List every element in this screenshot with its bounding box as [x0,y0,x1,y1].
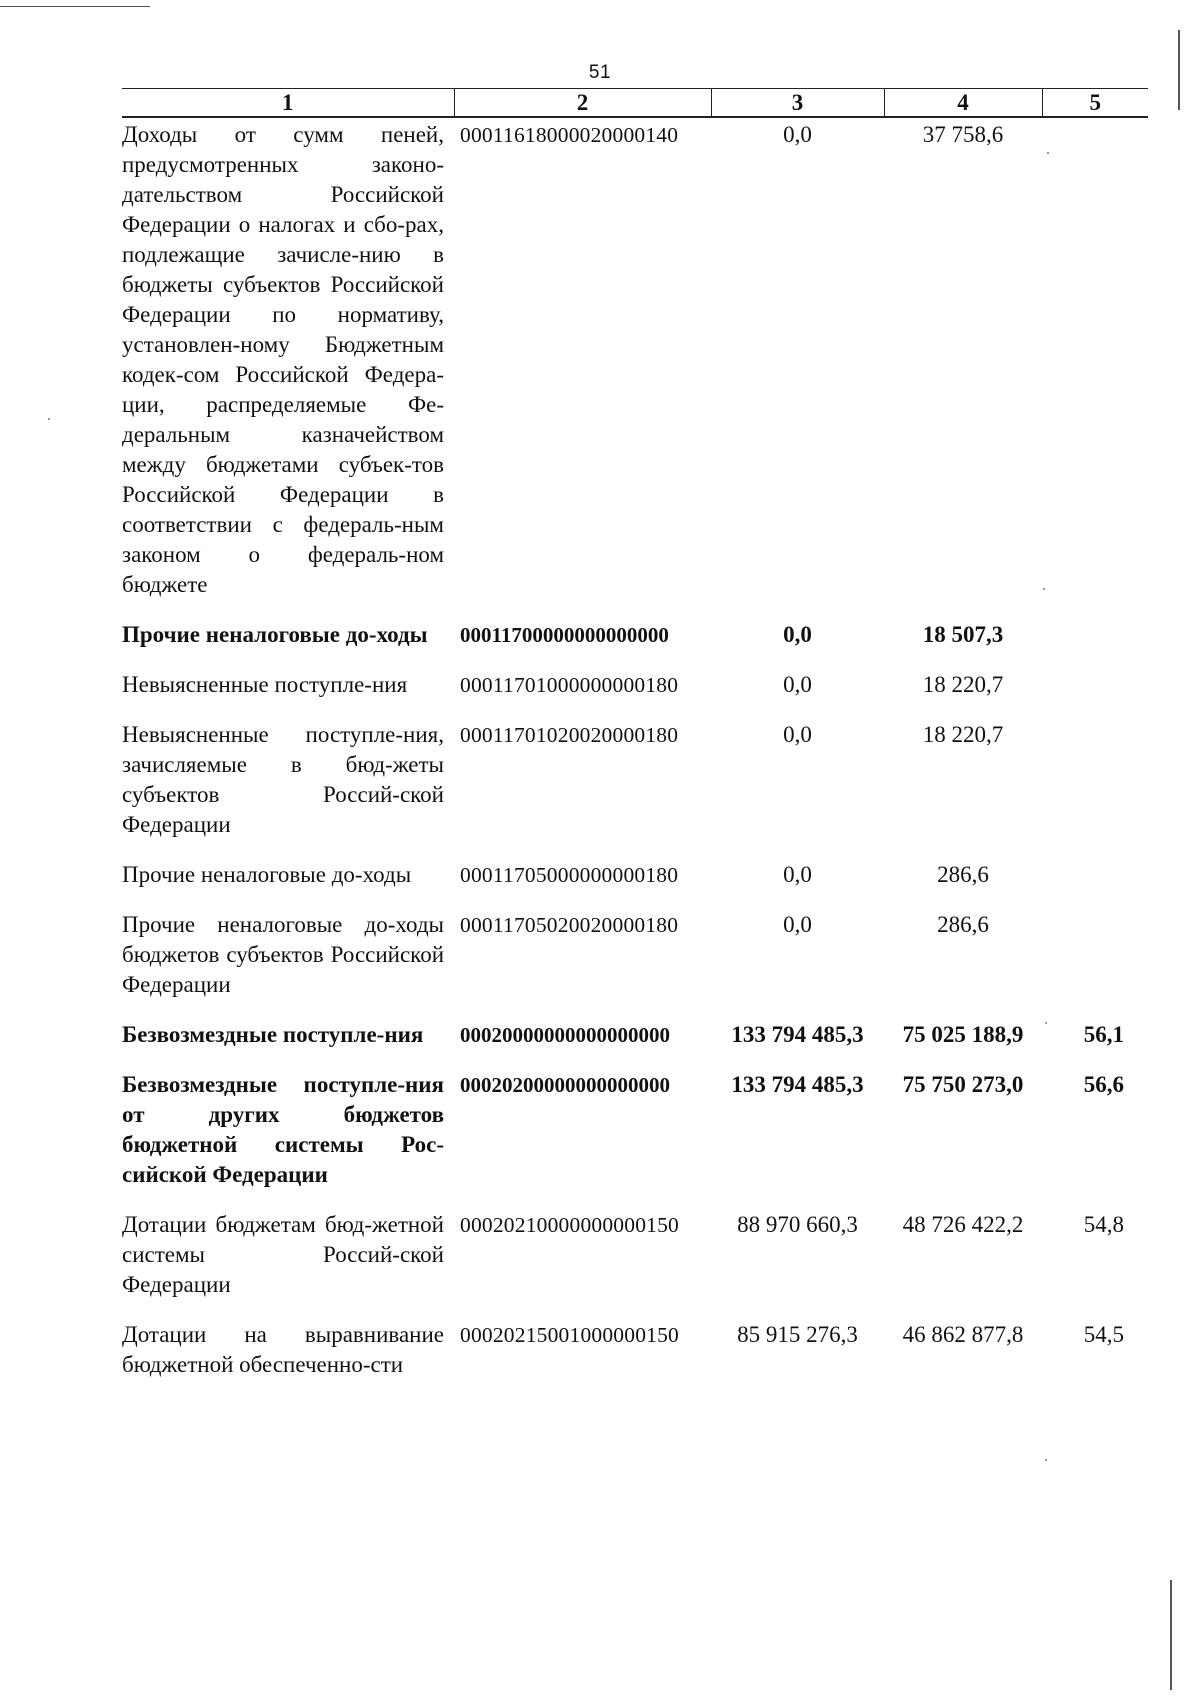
row-percent-cell [1042,620,1148,670]
row-plan-cell: 133 794 485,3 [731,1072,864,1097]
header-row [122,89,1148,118]
row-fact-cell: 37 758,6 [922,122,1004,147]
scan-speck [1045,1022,1047,1024]
scan-speck [1043,588,1045,590]
table-row [122,860,1148,910]
scan-margin-line [1170,1580,1172,1690]
budget-revenue-table [122,88,1148,1400]
scan-speck [48,418,50,420]
column-header-2: 2 [454,89,711,118]
table-row [122,910,1148,1020]
row-fact-cell: 48 726 422,2 [902,1212,1024,1237]
table-body [122,117,1148,1400]
table-row [122,117,1148,620]
table-row [122,620,1148,670]
scan-top-line [0,6,150,7]
row-percent-cell [1042,117,1148,620]
row-name-cell: Дотации бюджетам бюд-жетной системы Россий-ской Федерации [122,1212,444,1297]
row-code-cell: 00011705000000000180 [460,863,679,887]
row-code-cell: 00011618000020000140 [460,123,679,147]
scan-speck [1045,1459,1047,1461]
table-row [122,1020,1148,1070]
scan-margin-line [1178,30,1180,110]
column-header-1: 1 [122,89,454,118]
table-header [122,89,1148,118]
row-fact-cell: 75 025 188,9 [902,1022,1024,1047]
table-row [122,1070,1148,1210]
row-code-cell: 00020215001000000150 [460,1323,679,1347]
row-fact-cell: 18 220,7 [922,672,1004,697]
row-plan-cell: 85 915 276,3 [737,1322,858,1347]
row-code-cell: 00011701000000000180 [460,673,679,697]
table-row [122,720,1148,860]
row-percent-cell: 54,5 [1083,1322,1124,1347]
page-number: 51 [588,62,612,83]
row-name-cell: Прочие неналоговые до-ходы бюджетов субъектов Российской Федерации [122,912,444,997]
row-plan-cell: 133 794 485,3 [731,1022,864,1047]
row-code-cell: 00011700000000000000 [460,623,669,647]
row-fact-cell: 46 862 877,8 [902,1322,1024,1347]
row-percent-cell [1042,910,1148,1020]
row-plan-cell: 0,0 [783,672,812,697]
row-code-cell: 00011701020020000180 [460,723,679,747]
row-fact-cell: 286,6 [937,912,989,937]
row-code-cell: 00020000000000000000 [460,1023,670,1047]
row-code-cell: 00020200000000000000 [460,1073,670,1097]
table-row [122,1320,1148,1400]
row-name-cell: Безвозмездные поступле-ния [122,1022,424,1047]
row-plan-cell: 0,0 [783,122,812,147]
column-header-4: 4 [884,89,1042,118]
row-name-cell: Дотации на выравнивание бюджетной обеспеченно-сти [122,1322,444,1377]
row-percent-cell: 56,6 [1083,1072,1124,1097]
table-row [122,670,1148,720]
row-percent-cell [1042,720,1148,860]
row-plan-cell: 0,0 [783,722,812,747]
row-name-cell: Доходы от сумм пеней, предусмотренных законо-дательством Российской Федерации о налогах и сбо-рах, подлежащие зачисле-нию в бюджеты субъектов Российской Федерации по нормативу, установлен-ному Бюджетным кодек-сом Российской Федера-ции, распределяемые Фе-деральным казначейством между бюджетами субъек-тов Российской Федерации в соответствии с федераль-ным законом о федераль-ном бюджете [122,122,444,597]
row-plan-cell: 0,0 [783,862,812,887]
row-plan-cell: 0,0 [783,622,812,647]
column-header-3: 3 [711,89,884,118]
row-fact-cell: 286,6 [937,862,989,887]
row-plan-cell: 0,0 [783,912,812,937]
column-header-5: 5 [1042,89,1148,118]
table-row [122,1210,1148,1320]
row-code-cell: 00011705020020000180 [460,913,679,937]
row-fact-cell: 75 750 273,0 [902,1072,1024,1097]
row-fact-cell: 18 220,7 [922,722,1004,747]
scan-speck [1047,152,1049,154]
row-name-cell: Безвозмездные поступле-ния от других бюджетов бюджетной системы Рос-сийской Федерации [122,1072,444,1187]
row-percent-cell [1042,860,1148,910]
row-percent-cell [1042,670,1148,720]
row-fact-cell: 18 507,3 [922,622,1004,647]
row-name-cell: Невыясненные поступле-ния [122,672,408,697]
row-name-cell: Прочие неналоговые до-ходы [122,622,428,647]
row-percent-cell: 56,1 [1083,1022,1124,1047]
row-name-cell: Невыясненные поступле-ния, зачисляемые в бюд-жеты субъектов Россий-ской Федерации [122,722,444,837]
row-name-cell: Прочие неналоговые до-ходы [122,862,412,887]
row-percent-cell: 54,8 [1083,1212,1124,1237]
row-plan-cell: 88 970 660,3 [737,1212,858,1237]
row-code-cell: 00020210000000000150 [460,1213,679,1237]
